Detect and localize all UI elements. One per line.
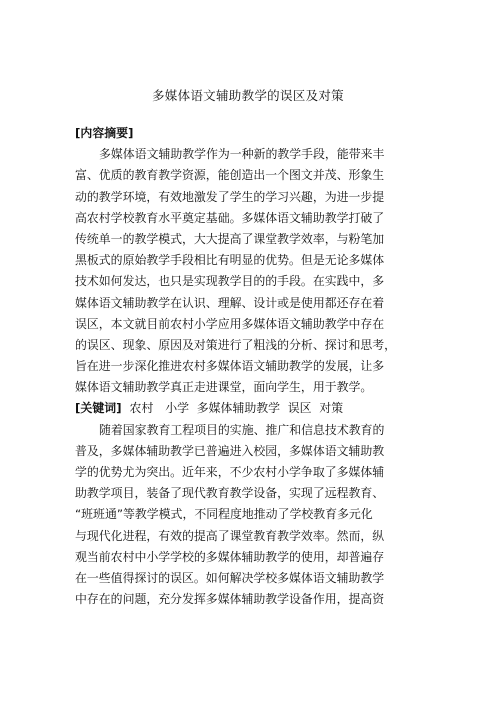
abstract-line: 传统单一的教学模式，大大提高了课堂教学效率，与粉笔加 xyxy=(75,231,385,246)
abstract-line: 技术如何发达，也只是实现教学目的的手段。在实践中，多 xyxy=(75,274,385,289)
body-line: “班班通”等教学模式，不同程度地推动了学校教育多元化 xyxy=(75,507,373,522)
document-title: 多媒体语文辅助教学的误区及对策 xyxy=(151,88,344,103)
body-line: 助教学项目，装备了现代教育教学设备，实现了远程教育、 xyxy=(75,486,385,501)
abstract-line: 旨在进一步深化推进农村多媒体语文辅助教学的发展，让多 xyxy=(75,359,385,374)
keywords-label: [关键词] xyxy=(75,401,122,416)
abstract-line: 动的教学环境，有效地激发了学生的学习兴趣，为进一步提 xyxy=(75,189,385,204)
abstract-line: 误区，本文就目前农村小学应用多媒体语文辅助教学中存在 xyxy=(75,316,385,331)
keywords-text: 农村 小学 多媒体辅助教学 误区 对策 xyxy=(129,401,344,416)
body-line: 学的优势尤为突出。近年来，不少农村小学争取了多媒体辅 xyxy=(75,465,385,479)
body-line: 在一些值得探讨的误区。如何解决学校多媒体语文辅助教学 xyxy=(75,570,385,585)
abstract-line: 媒体语文辅助教学真正走进课堂，面向学生，用于教学。 xyxy=(75,380,373,395)
abstract-heading: [内容摘要] xyxy=(75,126,134,140)
abstract-line: 高农村学校教育水平奠定基础。多媒体语文辅助教学打破了 xyxy=(75,210,385,225)
document-body xyxy=(75,123,425,610)
body-line: 普及，多媒体辅助教学已普遍进入校园，多媒体语文辅助教 xyxy=(75,443,385,458)
abstract-line: 的误区、现象、原因及对策进行了粗浅的分析、探讨和思考， xyxy=(75,337,397,352)
body-line: 观当前农村中小学学校的多媒体辅助教学的使用，却普遍存 xyxy=(75,549,385,564)
body-line: 随着国家教育工程项目的实施、推广和信息技术教育的 xyxy=(99,422,385,437)
abstract-line: 富、优质的教育教学资源，能创造出一个图文并茂、形象生 xyxy=(75,168,385,183)
abstract-line: 媒体语文辅助教学在认识、理解、设计或是使用都还存在着 xyxy=(75,295,385,310)
keywords-line xyxy=(75,398,425,419)
body-line: 与现代化进程，有效的提高了课堂教育教学效率。然而，纵 xyxy=(75,528,385,543)
body-line: 中存在的问题，充分发挥多媒体辅助教学设备作用，提高资 xyxy=(75,592,385,607)
abstract-line: 黑板式的原始教学手段相比有明显的优势。但是无论多媒体 xyxy=(75,253,385,268)
abstract-line: 多媒体语文辅助教学作为一种新的教学手段，能带来丰 xyxy=(99,147,385,162)
